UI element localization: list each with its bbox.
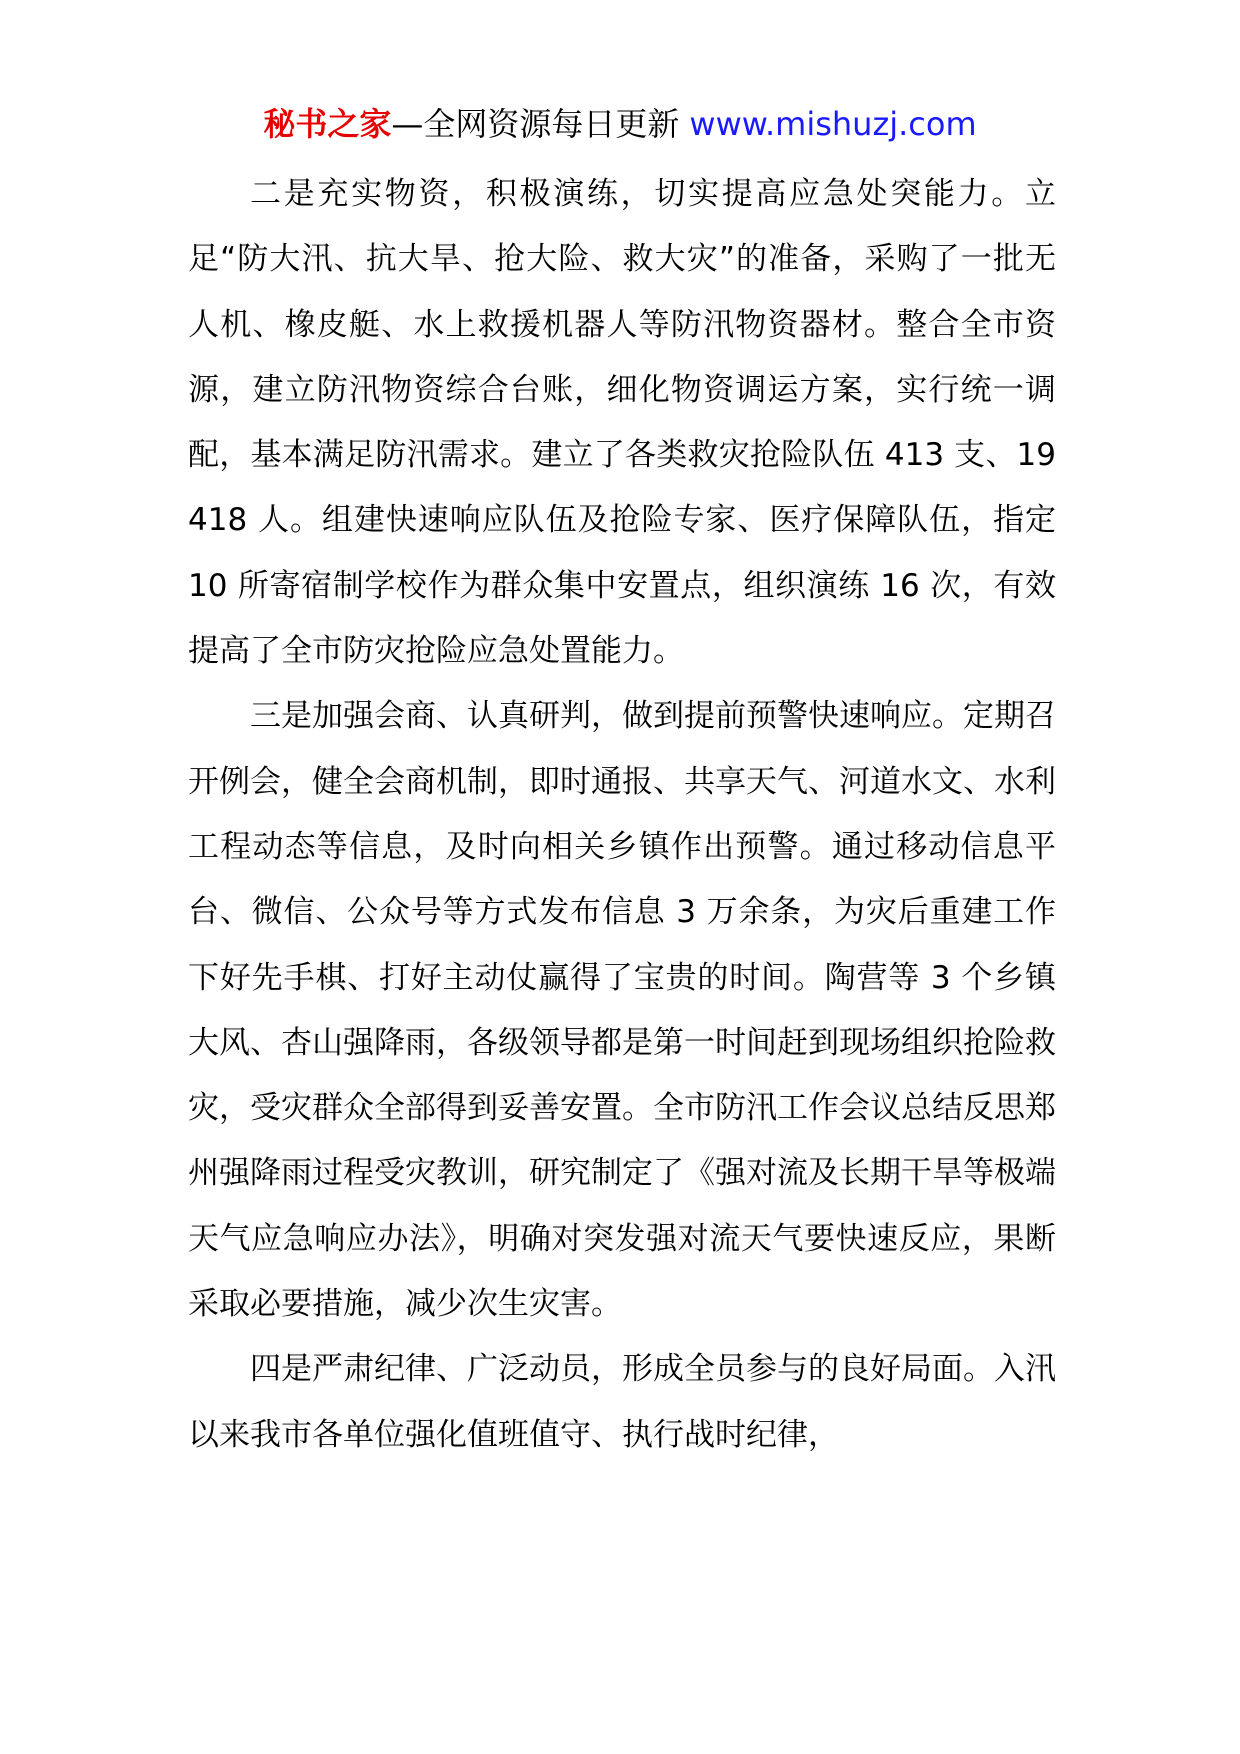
- brand-name: 秘书之家: [263, 105, 392, 143]
- header-tagline: —全网资源每日更新: [391, 105, 680, 143]
- page-header: [0, 102, 1240, 146]
- website-link[interactable]: www.mishuzj.com: [689, 105, 977, 143]
- paragraph-supplies: 二是充实物资，积极演练，切实提高应急处突能力。立足“防大汛、抗大旱、抢大险、救大灾”的准备，采购了一批无人机、橡皮艇、水上救援机器人等防汛物资器材。整合全市资源，建立防汛物资综合台账，细化物资调运方案，实行统一调配，基本满足防汛需求。建立了各类救灾抢险队伍 413 支、19418 人。组建快速响应队伍及抢险专家、医疗保障队伍，指定 10 所寄宿制学校作为群众集中安置点，组织演练 16 次，有效提高了全市防灾抢险应急处置能力。: [188, 176, 1056, 670]
- paragraph-consultation: 三是加强会商、认真研判，做到提前预警快速响应。定期召开例会，健全会商机制，即时通报、共享天气、河道水文、水利工程动态等信息，及时向相关乡镇作出预警。通过移动信息平台、微信、公众号等方式发布信息 3 万余条，为灾后重建工作下好先手棋、打好主动仗赢得了宝贵的时间。陶营等 3 个乡镇大风、杏山强降雨，各级领导都是第一时间赶到现场组织抢险救灾，受灾群众全部得到妥善安置。全市防汛工作会议总结反思郑州强降雨过程受灾教训，研究制定了《强对流及长期干旱等极端天气应急响应办法》，明确对突发强对流天气要快速反应，果断采取必要措施，减少次生灾害。: [188, 698, 1056, 1323]
- paragraph-discipline: 四是严肃纪律、广泛动员，形成全员参与的良好局面。入汛以来我市各单位强化值班值守、执行战时纪律，: [188, 1351, 1056, 1453]
- document-body: [188, 162, 1056, 1468]
